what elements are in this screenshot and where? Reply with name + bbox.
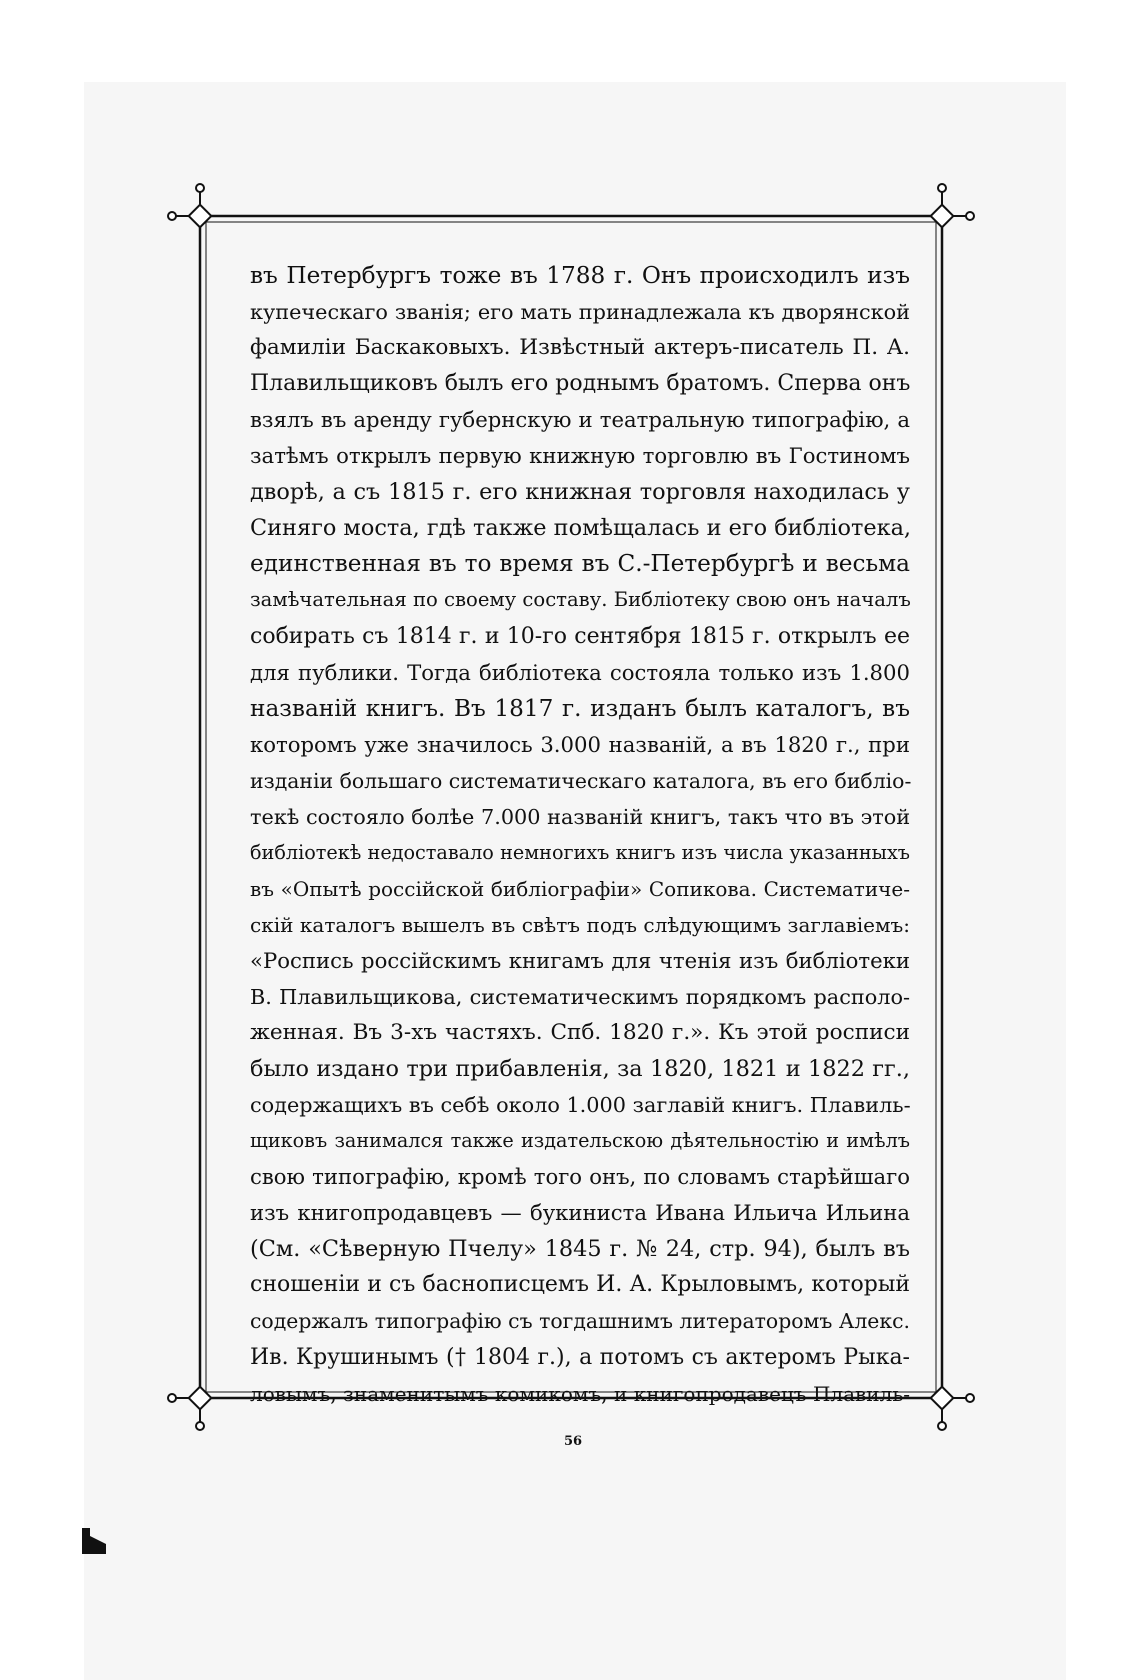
text-line: текѣ состояло болѣе 7.000 названій книгъ, такъ что въ этой	[250, 804, 911, 829]
text-line: взялъ въ аренду губернскую и театральную типографію, а	[250, 407, 910, 433]
text-line: въ «Опытѣ россійской библіографіи» Сопикова. Систематиче-	[250, 876, 910, 901]
text-line: дворѣ, а съ 1815 г. его книжная торговля находилась у	[250, 479, 910, 506]
text-line: единственная въ то время въ С.-Петербургѣ и весьма	[250, 550, 910, 578]
text-line: «Роспись россійскимъ книгамъ для чтенія изъ библіотеки	[250, 947, 910, 973]
text-line: Плавильщиковъ былъ его роднымъ братомъ. Сперва онъ	[250, 371, 911, 397]
text-line: собирать съ 1814 г. и 10-го сентября 1815 г. открылъ ее	[250, 623, 910, 649]
text-line: ловымъ, знаменитымъ комикомъ, и книгопродавецъ Плавиль-	[250, 1381, 910, 1406]
scan-edge-marker	[80, 1526, 120, 1556]
page-number: 56	[563, 1434, 583, 1449]
text-line: (См. «Сѣверную Пчелу» 1845 г. № 24, стр. 94), былъ въ	[250, 1236, 910, 1263]
text-line: сношеніи и съ баснописцемъ И. А. Крыловымъ, который	[250, 1272, 910, 1298]
text-line: библіотекѣ недоставало немногихъ книгъ изъ числа указанныхъ	[250, 840, 910, 864]
text-line: свою типографію, кромѣ того онъ, по словамъ старѣйшаго	[250, 1164, 910, 1190]
body-text	[250, 258, 910, 1413]
text-line: фамиліи Баскаковыхъ. Извѣстный актеръ-писатель П. А.	[250, 335, 910, 361]
text-line: Ив. Крушинымъ († 1804 г.), а потомъ съ актеромъ Рыка-	[250, 1344, 910, 1370]
text-line: щиковъ занимался также издательскою дѣятельностію и имѣлъ	[250, 1129, 910, 1153]
text-line: скій каталогъ вышелъ въ свѣтъ подъ слѣдующимъ заглавіемъ:	[250, 912, 910, 937]
text-line: изъ книгопродавцевъ — букиниста Ивана Ильича Ильина	[250, 1200, 910, 1226]
text-line: которомъ уже значилось 3.000 названій, а въ 1820 г., при	[250, 731, 910, 757]
text-line: изданіи большаго систематическаго каталога, въ его библіо-	[250, 768, 912, 793]
text-line: названій книгъ. Въ 1817 г. изданъ былъ каталогъ, въ	[250, 694, 910, 722]
text-line: содержащихъ въ себѣ около 1.000 заглавій книгъ. Плавиль-	[250, 1093, 911, 1118]
text-line: женная. Въ 3-хъ частяхъ. Спб. 1820 г.». Къ этой росписи	[250, 1020, 910, 1046]
text-line: содержалъ типографію съ тогдашнимъ литераторомъ Алекс.	[250, 1309, 910, 1334]
text-line: было издано три прибавленія, за 1820, 1821 и 1822 гг.,	[250, 1056, 910, 1083]
text-line: Синяго моста, гдѣ также помѣщалась и его библіотека,	[250, 515, 912, 542]
text-line: затѣмъ открылъ первую книжную торговлю въ Гостиномъ	[250, 443, 910, 469]
text-line: купеческаго званія; его мать принадлежала къ дворянской	[250, 300, 910, 325]
text-line: для публики. Тогда библіотека состояла только изъ 1.800	[250, 659, 910, 685]
text-line: В. Плавильщикова, систематическимъ порядкомъ располо-	[250, 985, 910, 1009]
text-line: замѣчательная по своему составу. Библіотеку свою онъ началъ	[250, 588, 911, 612]
text-line: въ Петербургъ тоже въ 1788 г. Онъ происходилъ изъ	[250, 262, 910, 289]
